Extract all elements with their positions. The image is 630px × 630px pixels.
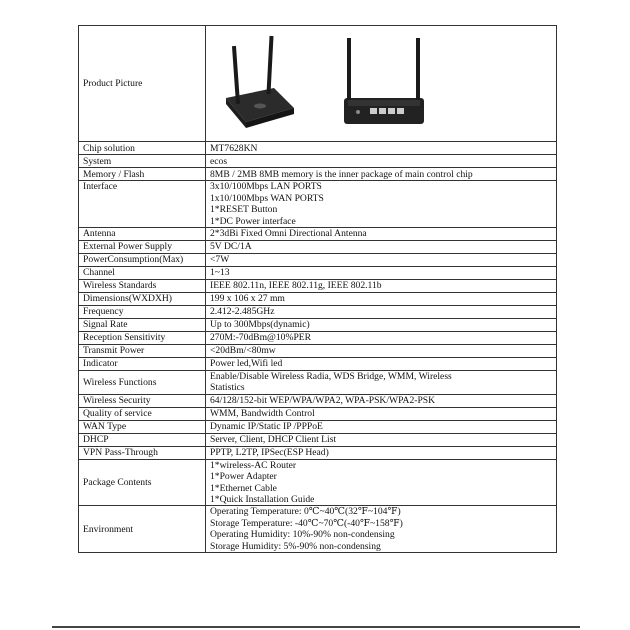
table-row	[79, 371, 557, 395]
table-row	[79, 280, 557, 293]
value-line: 1*Quick Installation Guide	[210, 494, 315, 506]
value-line: Storage Temperature: -40℃~70℃(-40℉~158℉)	[210, 517, 403, 529]
table-row	[79, 446, 557, 459]
row-label: Reception Sensitivity	[79, 332, 206, 345]
value-line: 1*wireless-AC Router	[210, 459, 297, 471]
table-row	[79, 306, 557, 319]
row-label: Signal Rate	[79, 319, 206, 332]
row-label: Product Picture	[79, 26, 206, 142]
row-label: Quality of service	[79, 407, 206, 420]
row-label: Frequency	[79, 306, 206, 319]
row-value: PPTP, L2TP, IPSec(ESP Head)	[206, 446, 557, 459]
row-label: Wireless Security	[79, 394, 206, 407]
table-row	[79, 420, 557, 433]
value-line: Operating Humidity: 10%-90% non-condensing	[210, 529, 395, 541]
table-row	[79, 506, 557, 553]
row-label: Memory / Flash	[79, 168, 206, 181]
row-label: Wireless Standards	[79, 280, 206, 293]
table-row	[79, 319, 557, 332]
value-line: Statistics	[210, 382, 245, 394]
router-images	[210, 26, 560, 138]
row-value: 8MB / 2MB 8MB memory is the inner package of main control chip	[206, 168, 557, 181]
row-label: WAN Type	[79, 420, 206, 433]
row-value: Dynamic IP/Static IP /PPPoE	[206, 420, 557, 433]
row-value: IEEE 802.11n, IEEE 802.11g, IEEE 802.11b	[206, 280, 557, 293]
row-label: Transmit Power	[79, 345, 206, 358]
row-label: Environment	[79, 506, 206, 553]
product-picture	[206, 26, 557, 142]
row-label: Chip solution	[79, 142, 206, 155]
router-angled-image	[226, 36, 294, 128]
value-line: 1*Ethernet Cable	[210, 482, 277, 494]
row-label: Antenna	[79, 228, 206, 241]
spec-table	[78, 25, 557, 553]
row-label: Wireless Functions	[79, 371, 206, 395]
value-line: 3x10/100Mbps LAN PORTS	[210, 181, 322, 193]
row-value: WMM, Bandwidth Control	[206, 407, 557, 420]
row-value: 5V DC/1A	[206, 241, 557, 254]
row-value: 64/128/152-bit WEP/WPA/WPA2, WPA-PSK/WPA2-PSK	[206, 394, 557, 407]
row-value	[206, 506, 557, 553]
table-row	[79, 142, 557, 155]
row-label: Indicator	[79, 358, 206, 371]
row-value: MT7628KN	[206, 142, 557, 155]
table-row	[79, 407, 557, 420]
row-label: Channel	[79, 267, 206, 280]
row-value	[206, 181, 557, 228]
value-line: Storage Humidity: 5%-90% non-condensing	[210, 540, 381, 552]
row-value: <20dBm/<80mw	[206, 345, 557, 358]
table-row	[79, 168, 557, 181]
table-row	[79, 228, 557, 241]
row-value	[206, 371, 557, 395]
value-line: 1x10/100Mbps WAN PORTS	[210, 192, 324, 204]
value-line: 1*Power Adapter	[210, 471, 277, 483]
table-row	[79, 332, 557, 345]
row-value: 270M:-70dBm@10%PER	[206, 332, 557, 345]
row-label: VPN Pass-Through	[79, 446, 206, 459]
table-row	[79, 241, 557, 254]
value-line: 1*DC Power interface	[210, 215, 296, 227]
value-line: Enable/Disable Wireless Radia, WDS Bridge, WMM, Wireless	[210, 371, 452, 383]
row-label: Dimensions(WXDXH)	[79, 293, 206, 306]
table-row	[79, 254, 557, 267]
row-value: Up to 300Mbps(dynamic)	[206, 319, 557, 332]
row-label: DHCP	[79, 433, 206, 446]
table-row	[79, 459, 557, 506]
table-row	[79, 155, 557, 168]
row-value: <7W	[206, 254, 557, 267]
row-label: External Power Supply	[79, 241, 206, 254]
router-rear-image	[344, 38, 424, 124]
table-row	[79, 345, 557, 358]
table-row	[79, 267, 557, 280]
value-line: Operating Temperature: 0℃~40℃(32℉~104℉)	[210, 506, 401, 518]
row-label: PowerConsumption(Max)	[79, 254, 206, 267]
table-row	[79, 358, 557, 371]
row-value: ecos	[206, 155, 557, 168]
table-row	[79, 293, 557, 306]
value-line: 1*RESET Button	[210, 204, 278, 216]
row-label: Package Contents	[79, 459, 206, 506]
row-value: Power led,Wifi led	[206, 358, 557, 371]
table-row	[79, 181, 557, 228]
row-value: Server, Client, DHCP Client List	[206, 433, 557, 446]
row-value	[206, 459, 557, 506]
table-row	[79, 26, 557, 142]
table-row	[79, 433, 557, 446]
row-label: System	[79, 155, 206, 168]
row-value: 1~13	[206, 267, 557, 280]
row-value: 2*3dBi Fixed Omni Directional Antenna	[206, 228, 557, 241]
row-value: 2.412-2.485GHz	[206, 306, 557, 319]
page-divider	[52, 626, 580, 628]
row-label: Interface	[79, 181, 206, 228]
row-value: 199 x 106 x 27 mm	[206, 293, 557, 306]
table-row	[79, 394, 557, 407]
